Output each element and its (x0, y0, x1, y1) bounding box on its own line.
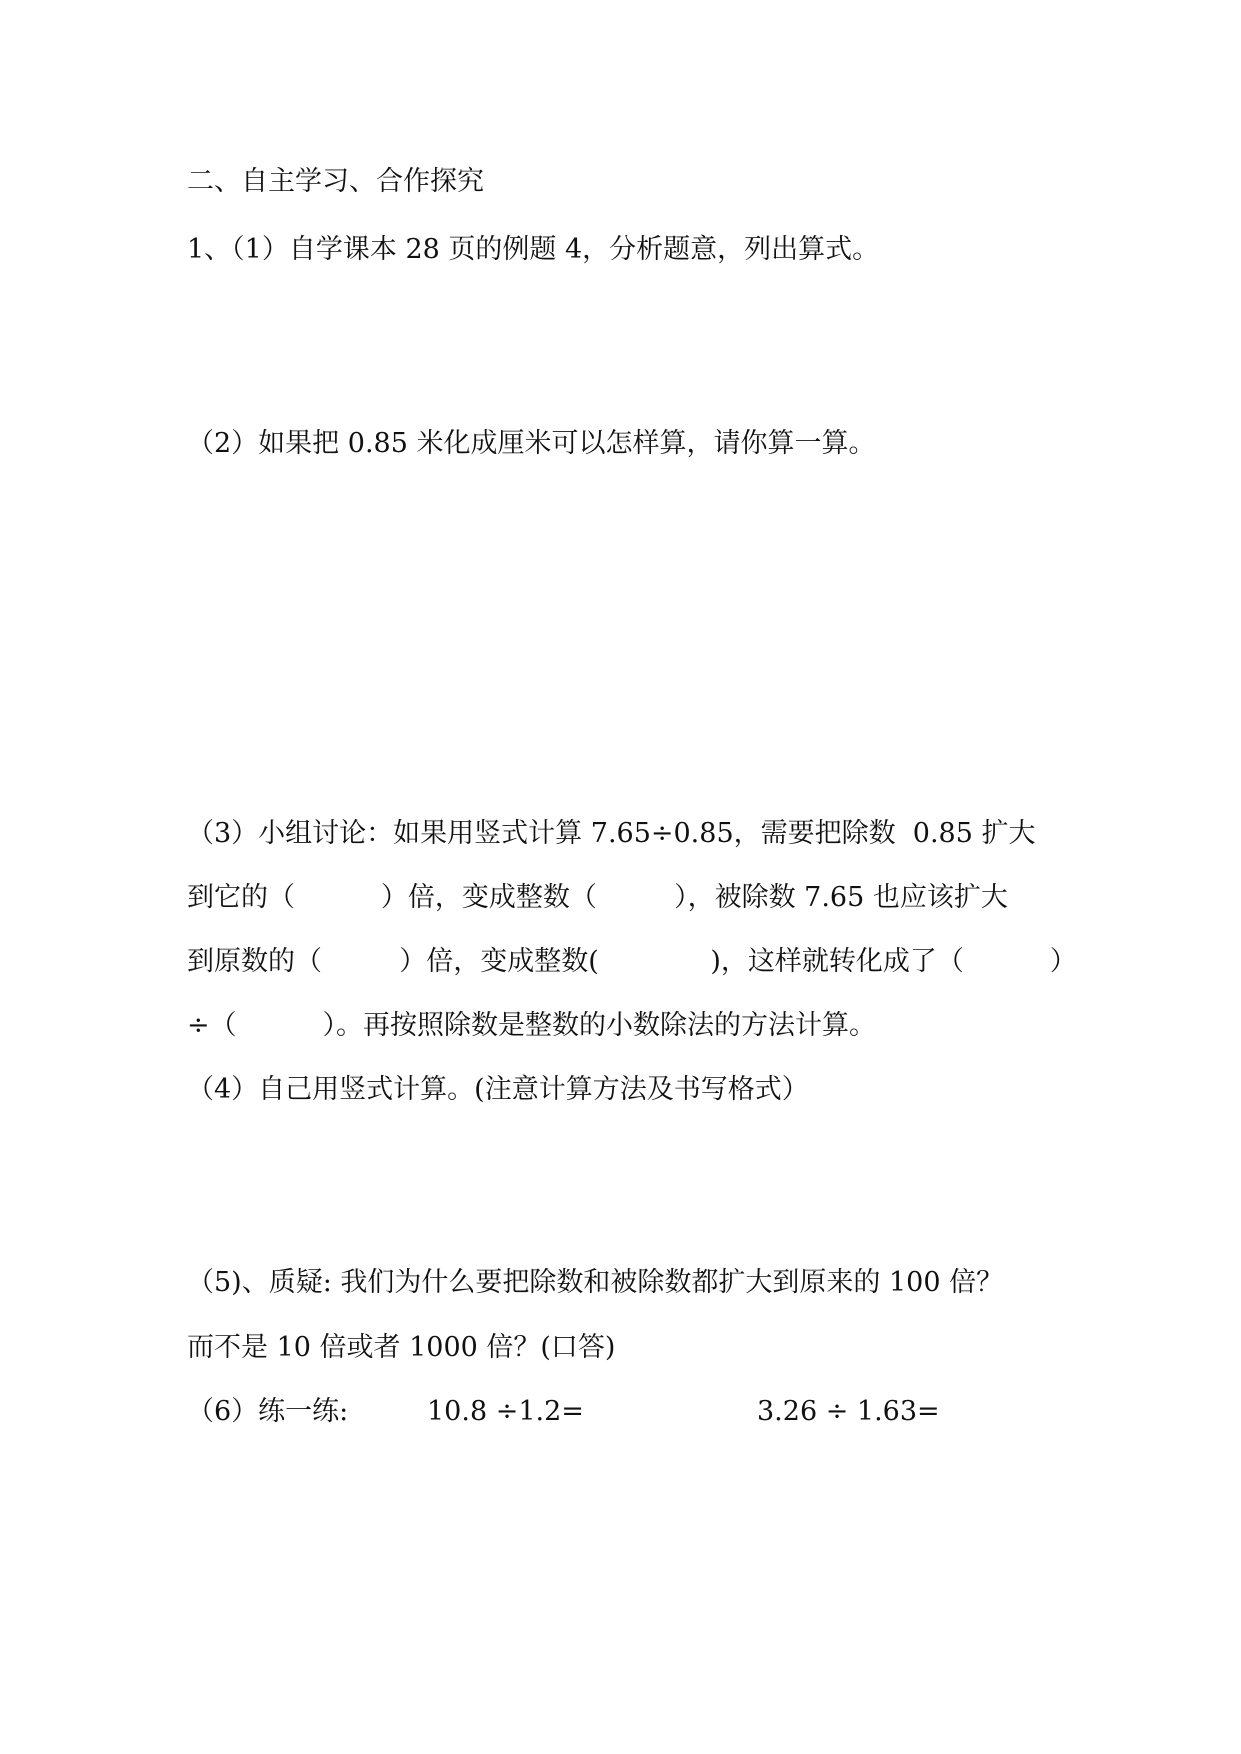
practice-exercise-2: 3.26 ÷ 1.63= (757, 1396, 940, 1427)
question-1-3-line-1: （3）小组讨论：如果用竖式计算 7.65÷0.85，需要把除数 0.85 扩大 (187, 818, 1036, 849)
section-heading: 二、自主学习、合作探究 (187, 166, 484, 197)
question-1-3-line-4: ÷（ ）。再按照除数是整数的小数除法的方法计算。 (187, 1010, 876, 1041)
question-1-1: 1、（1）自学课本 28 页的例题 4，分析题意，列出算式。 (187, 234, 880, 265)
question-1-5-line-1: （5)、质疑: 我们为什么要把除数和被除数都扩大到原来的 100 倍？ (187, 1267, 1004, 1298)
practice-exercise-1: 10.8 ÷1.2= (427, 1396, 584, 1427)
question-1-3-line-2: 到它的（ ）倍，变成整数（ ），被除数 7.65 也应该扩大 (187, 882, 1008, 913)
question-1-4: （4）自己用竖式计算。(注意计算方法及书写格式） (187, 1074, 809, 1105)
practice-label: （6）练一练: (187, 1396, 349, 1427)
question-1-5-line-2: 而不是 10 倍或者 1000 倍？(口答) (187, 1332, 616, 1363)
question-1-3-line-3: 到原数的（ ）倍，变成整数( )，这样就转化成了（ ） (187, 946, 1077, 977)
question-1-6 (187, 1394, 940, 1574)
question-1-2: （2）如果把 0.85 米化成厘米可以怎样算，请你算一算。 (187, 428, 876, 459)
